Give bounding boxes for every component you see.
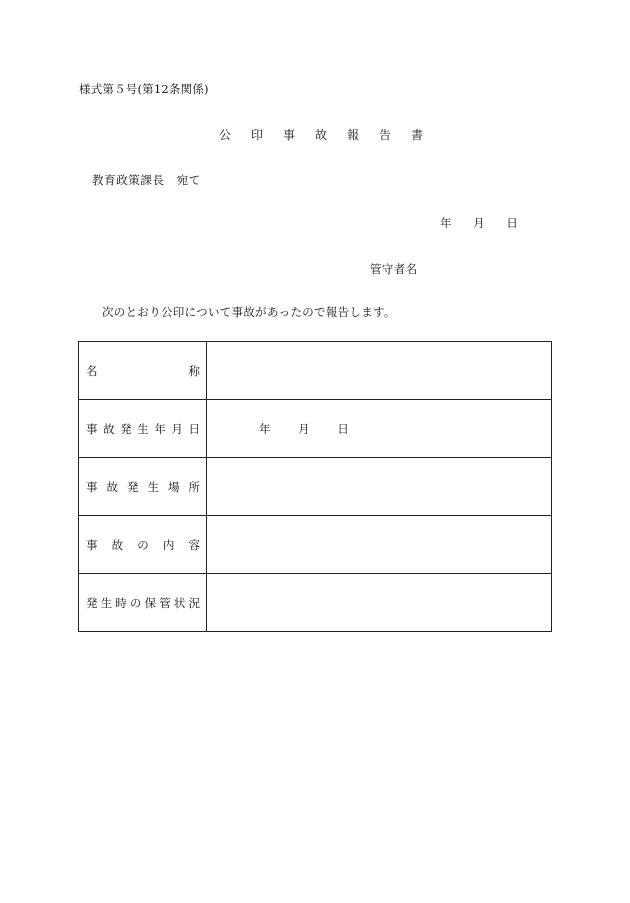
spread-label bbox=[86, 595, 200, 611]
report-table bbox=[78, 341, 552, 632]
manager-name-label: 管守者名 bbox=[370, 262, 418, 276]
spread-label bbox=[86, 537, 200, 553]
row-label-name bbox=[79, 342, 207, 400]
form-number: 様式第５号(第12条関係) bbox=[79, 82, 209, 96]
label-char: 故 bbox=[106, 479, 118, 494]
label-char: 容 bbox=[188, 537, 200, 552]
label-char: 所 bbox=[188, 479, 200, 494]
date-month-label: 月 bbox=[473, 216, 485, 230]
row-label-incident-place bbox=[79, 458, 207, 516]
label-char: 事 bbox=[86, 537, 98, 552]
label-char: 場 bbox=[168, 479, 180, 494]
label-char: 故 bbox=[111, 537, 124, 552]
row-value-incident-details[interactable] bbox=[207, 516, 552, 574]
label-char: 生 bbox=[137, 421, 149, 436]
spread-label bbox=[86, 421, 200, 437]
label-char: 況 bbox=[188, 595, 200, 610]
date-day-label: 日 bbox=[506, 216, 518, 230]
label-char: 発 bbox=[127, 479, 139, 494]
label-char: 管 bbox=[159, 595, 171, 610]
label-char: 内 bbox=[162, 537, 175, 552]
table-row bbox=[79, 400, 552, 458]
addressee: 教育政策課長 宛て bbox=[92, 173, 201, 187]
row-value-storage-status[interactable] bbox=[207, 574, 552, 632]
spread-label bbox=[86, 363, 200, 379]
label-char: 保 bbox=[144, 595, 157, 610]
incident-year-label: 年 bbox=[259, 421, 271, 436]
row-label-incident-date bbox=[79, 400, 207, 458]
label-char: 状 bbox=[173, 595, 186, 610]
row-label-incident-details bbox=[79, 516, 207, 574]
label-char: 生 bbox=[147, 479, 159, 494]
label-char: 事 bbox=[86, 479, 98, 494]
spread-label bbox=[86, 479, 200, 495]
incident-day-label: 日 bbox=[337, 421, 349, 436]
row-value-name[interactable] bbox=[207, 342, 552, 400]
report-statement: 次のとおり公印について事故があったので報告します。 bbox=[102, 305, 396, 319]
label-char: 故 bbox=[103, 421, 115, 436]
incident-month-label: 月 bbox=[298, 421, 310, 436]
report-date-line bbox=[440, 215, 518, 231]
label-char: 事 bbox=[86, 421, 98, 436]
row-value-incident-date[interactable] bbox=[207, 400, 552, 458]
table-row bbox=[79, 458, 552, 516]
label-char: 生 bbox=[100, 595, 113, 610]
document-title: 公印事故報告書 bbox=[219, 128, 444, 142]
label-char: 発 bbox=[86, 595, 98, 610]
table-row bbox=[79, 516, 552, 574]
label-char: 日 bbox=[188, 421, 200, 436]
label-char: 月 bbox=[171, 421, 183, 436]
label-char: 年 bbox=[154, 421, 166, 436]
label-char: の bbox=[137, 537, 149, 552]
label-char: 名 bbox=[86, 363, 98, 378]
row-label-storage-status bbox=[79, 574, 207, 632]
label-char: 発 bbox=[120, 421, 132, 436]
table-row bbox=[79, 574, 552, 632]
table-row bbox=[79, 342, 552, 400]
date-year-label: 年 bbox=[440, 216, 452, 230]
label-char: 時 bbox=[115, 595, 127, 610]
label-char: 称 bbox=[188, 363, 200, 378]
row-value-incident-place[interactable] bbox=[207, 458, 552, 516]
label-char: の bbox=[129, 595, 142, 610]
